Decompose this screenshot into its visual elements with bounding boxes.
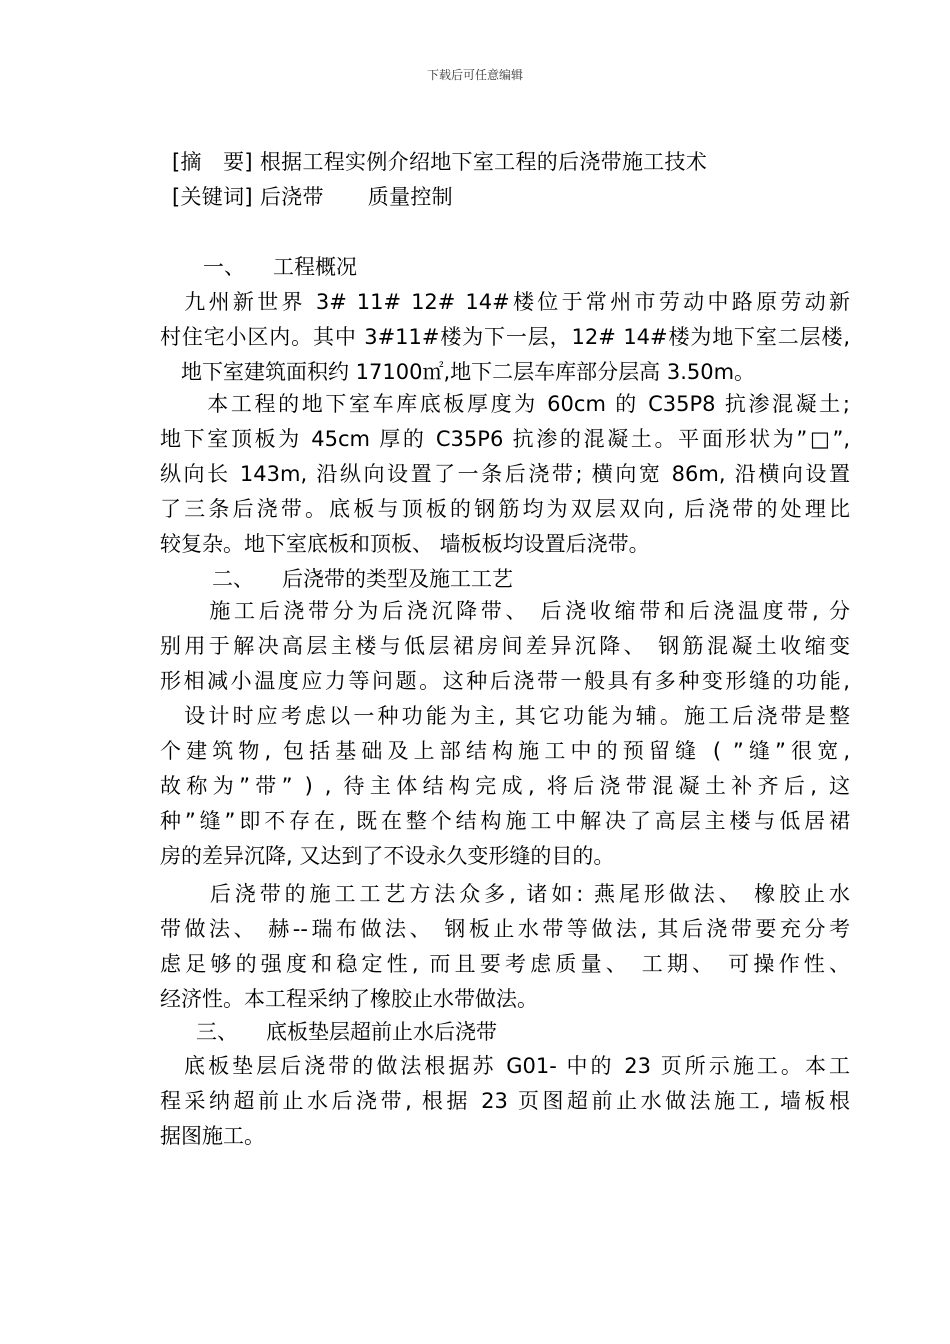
text-line: 程采纳超前止水后浇带, 根据 23 页图超前止水做法施工, 墙板根 <box>160 1089 850 1113</box>
text-line: 纵向长 143m, 沿纵向设置了一条后浇带; 横向宽 86m, 沿横向设置 <box>160 462 850 486</box>
section-title: 后浇带的类型及施工工艺 <box>282 567 513 591</box>
section-title: 工程概况 <box>273 255 357 279</box>
text-line: 施工后浇带分为后浇沉降带、 后浇收缩带和后浇温度带, 分 <box>160 599 850 623</box>
text-line: 了三条后浇带。底板与顶板的钢筋均为双层双向, 后浇带的处理比 <box>160 497 850 521</box>
text-line: 形相减小温度应力等问题。这种后浇带一般具有多种变形缝的功能, <box>160 669 850 693</box>
text-line: 地下室顶板为 45cm 厚的 C35P6 抗渗的混凝土。平面形状为”□”, <box>160 427 850 451</box>
text-line: 个建筑物, 包括基础及上部结构施工中的预留缝 ( ”缝”很宽, <box>160 739 850 763</box>
section-heading-2 <box>212 564 513 594</box>
text-line: 较复杂。地下室底板和顶板、 墙板板均设置后浇带。 <box>160 532 650 556</box>
text-line: 底板垫层后浇带的做法根据苏 G01- 中的 23 页所示施工。本工 <box>160 1054 850 1078</box>
keyword-quality-control: 质量控制 <box>367 185 453 209</box>
text-line: 虑足够的强度和稳定性, 而且要考虑质量、 工期、 可操作性、 <box>160 952 850 976</box>
text-line: 本工程的地下室车库底板厚度为 60cm 的 C35P8 抗渗混凝土; <box>160 392 850 416</box>
section-number: 二、 <box>212 567 254 591</box>
text-line: 别用于解决高层主楼与低层裙房间差异沉降、 钢筋混凝土收缩变 <box>160 634 850 658</box>
keywords-line <box>172 182 453 212</box>
keywords-label: [关键词] 后浇带 <box>172 185 324 209</box>
text-line: 种”缝”即不存在, 既在整个结构施工中解决了高层主楼与低居裙 <box>160 809 850 833</box>
text-line: 村住宅小区内。其中 3#11#楼为下一层，12# 14#楼为地下室二层楼, <box>160 325 850 349</box>
section-number: 三、 <box>196 1020 238 1044</box>
text-line: 设计时应考虑以一种功能为主, 其它功能为辅。施工后浇带是整 <box>160 704 850 728</box>
section-title: 底板垫层超前止水后浇带 <box>266 1020 497 1044</box>
paragraph-project-location <box>160 285 850 390</box>
paragraph-advance-waterproof-strip <box>160 1049 850 1154</box>
text-line: 地下室建筑面积约 17100㎡,地下二层车库部分层高 3.50m。 <box>160 360 756 384</box>
paragraph-post-pour-strip-types <box>160 594 850 874</box>
header-note: 下载后可任意编辑 <box>426 68 523 82</box>
section-heading-1 <box>203 252 357 282</box>
text-line: 后浇带的施工工艺方法众多, 诸如: 燕尾形做法、 橡胶止水 <box>160 882 850 906</box>
paragraph-construction-methods <box>160 877 850 1017</box>
text-line: 九州新世界 3# 11# 12# 14#楼位于常州市劳动中路原劳动新 <box>160 290 850 314</box>
text-line: 经济性。本工程采纳了橡胶止水带做法。 <box>160 987 538 1011</box>
text-line: 带做法、 赫--瑞布做法、 钢板止水带等做法, 其后浇带要充分考 <box>160 917 850 941</box>
text-line: 故称为”带” ) , 待主体结构完成, 将后浇带混凝土补齐后, 这 <box>160 774 850 798</box>
abstract-line: [摘 要] 根据工程实例介绍地下室工程的后浇带施工技术 <box>172 150 708 174</box>
section-number: 一、 <box>203 255 245 279</box>
section-heading-3 <box>196 1017 497 1047</box>
text-line: 据图施工。 <box>160 1124 265 1148</box>
paragraph-slab-details <box>160 387 850 562</box>
text-line: 房的差异沉降, 又达到了不设永久变形缝的目的。 <box>160 844 615 868</box>
